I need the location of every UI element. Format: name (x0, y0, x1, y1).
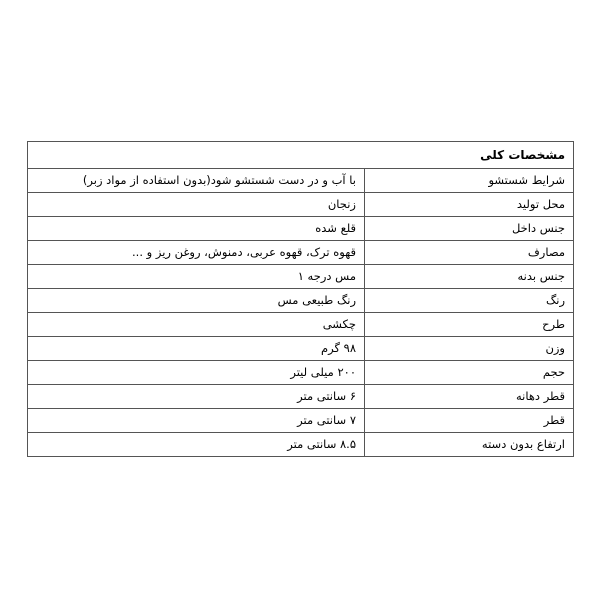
row-value: ۷ سانتی متر (28, 409, 365, 433)
row-value: ۹۸ گرم (28, 337, 365, 361)
table-row (28, 217, 574, 241)
row-value: چکشی (28, 313, 365, 337)
table-row (28, 169, 574, 193)
table-row (28, 289, 574, 313)
table-row (28, 241, 574, 265)
table-row (28, 409, 574, 433)
table-header-row (28, 142, 574, 169)
table-title: مشخصات کلی (28, 142, 574, 169)
table-row (28, 337, 574, 361)
row-label: جنس داخل (365, 217, 574, 241)
row-label: طرح (365, 313, 574, 337)
row-label: مصارف (365, 241, 574, 265)
table-row (28, 265, 574, 289)
specifications-table (27, 141, 574, 457)
row-value: ۶ سانتی متر (28, 385, 365, 409)
row-value: قلع شده (28, 217, 365, 241)
row-label: محل تولید (365, 193, 574, 217)
row-label: حجم (365, 361, 574, 385)
row-value: ۸.۵ سانتی متر (28, 433, 365, 457)
row-label: ارتفاع بدون دسته (365, 433, 574, 457)
table-row (28, 193, 574, 217)
table-row (28, 385, 574, 409)
row-label: قطر (365, 409, 574, 433)
row-value: مس درجه ۱ (28, 265, 365, 289)
table-row (28, 433, 574, 457)
table-row (28, 313, 574, 337)
row-value: ۲۰۰ میلی لیتر (28, 361, 365, 385)
row-value: رنگ طبیعی مس (28, 289, 365, 313)
row-value: زنجان (28, 193, 365, 217)
row-label: جنس بدنه (365, 265, 574, 289)
row-label: قطر دهانه (365, 385, 574, 409)
table-row (28, 361, 574, 385)
row-label: شرایط شستشو (365, 169, 574, 193)
row-value: قهوه ترک، قهوه عربی، دمنوش، روغن ریز و ... (28, 241, 365, 265)
row-label: وزن (365, 337, 574, 361)
row-label: رنگ (365, 289, 574, 313)
row-value: با آب و در دست شستشو شود(بدون استفاده از مواد زبر) (28, 169, 365, 193)
